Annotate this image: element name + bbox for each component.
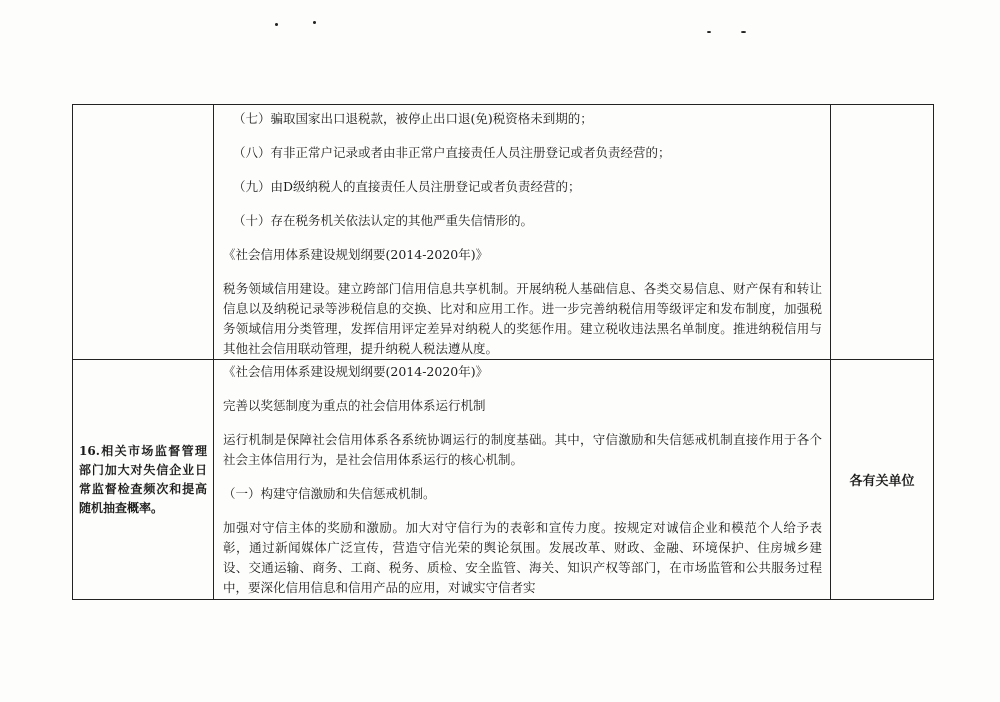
list-item: （十）存在税务机关依法认定的其他严重失信情形的。 [233,213,534,228]
sub-heading: （一）构建守信激励和失信惩戒机制。 [223,486,436,501]
list-item: （九）由D级纳税人的直接责任人员注册登记或者负责经营的； [233,179,581,194]
responsible-unit: 各有关单位 [831,360,934,600]
basis-cell [214,105,831,360]
scan-speck [707,31,711,33]
scan-speck [741,31,746,33]
body-paragraph: 加强对守信主体的奖励和激励。加大对守信行为的表彰和宣传力度。按规定对诚信企业和模范个人给予表彰，通过新闻媒体广泛宣传，营造守信光荣的舆论氛围。发展改革、财政、金融、环境保护、住房城乡建设、交通运输、商务、工商、税务、质检、安全监管、海关、知识产权等部门，在市场监管和公共服务过程中，要深化信用信息和信用产品的应用，对诚实守信者实 [223,520,822,595]
table-row [73,105,934,360]
scan-speck [275,23,278,26]
scan-speck [313,21,316,24]
body-paragraph: 运行机制是保障社会信用体系各系统协调运行的制度基础。其中，守信激励和失信惩戒机制直接作用于各个社会主体信用行为，是社会信用体系运行的核心机制。 [223,432,822,467]
document-reference: 《社会信用体系建设规划纲要(2014-2020年)》 [223,364,489,379]
measure-item: 16.相关市场监督管理部门加大对失信企业日常监督检查频次和提高随机抽查概率。 [73,360,214,600]
list-item: （八）有非正常户记录或者由非正常户直接责任人员注册登记或者负责经营的； [233,145,671,160]
list-item: （七）骗取国家出口退税款，被停止出口退(免)税资格未到期的； [233,111,593,126]
table-cell-empty [831,105,934,360]
table-cell-empty [73,105,214,360]
basis-cell [214,360,831,600]
table-row [73,360,934,600]
document-reference: 《社会信用体系建设规划纲要(2014-2020年)》 [223,247,489,262]
document-table [72,104,934,600]
section-heading: 完善以奖惩制度为重点的社会信用体系运行机制 [223,398,486,413]
body-paragraph: 税务领域信用建设。建立跨部门信用信息共享机制。开展纳税人基础信息、各类交易信息、财产保有和转让信息以及纳税记录等涉税信息的交换、比对和应用工作。进一步完善纳税信用等级评定和发布制度，加强税务领域信用分类管理，发挥信用评定差异对纳税人的奖惩作用。建立税收违法黑名单制度。推进纳税信用与其他社会信用联动管理，提升纳税人税法遵从度。 [223,281,822,356]
